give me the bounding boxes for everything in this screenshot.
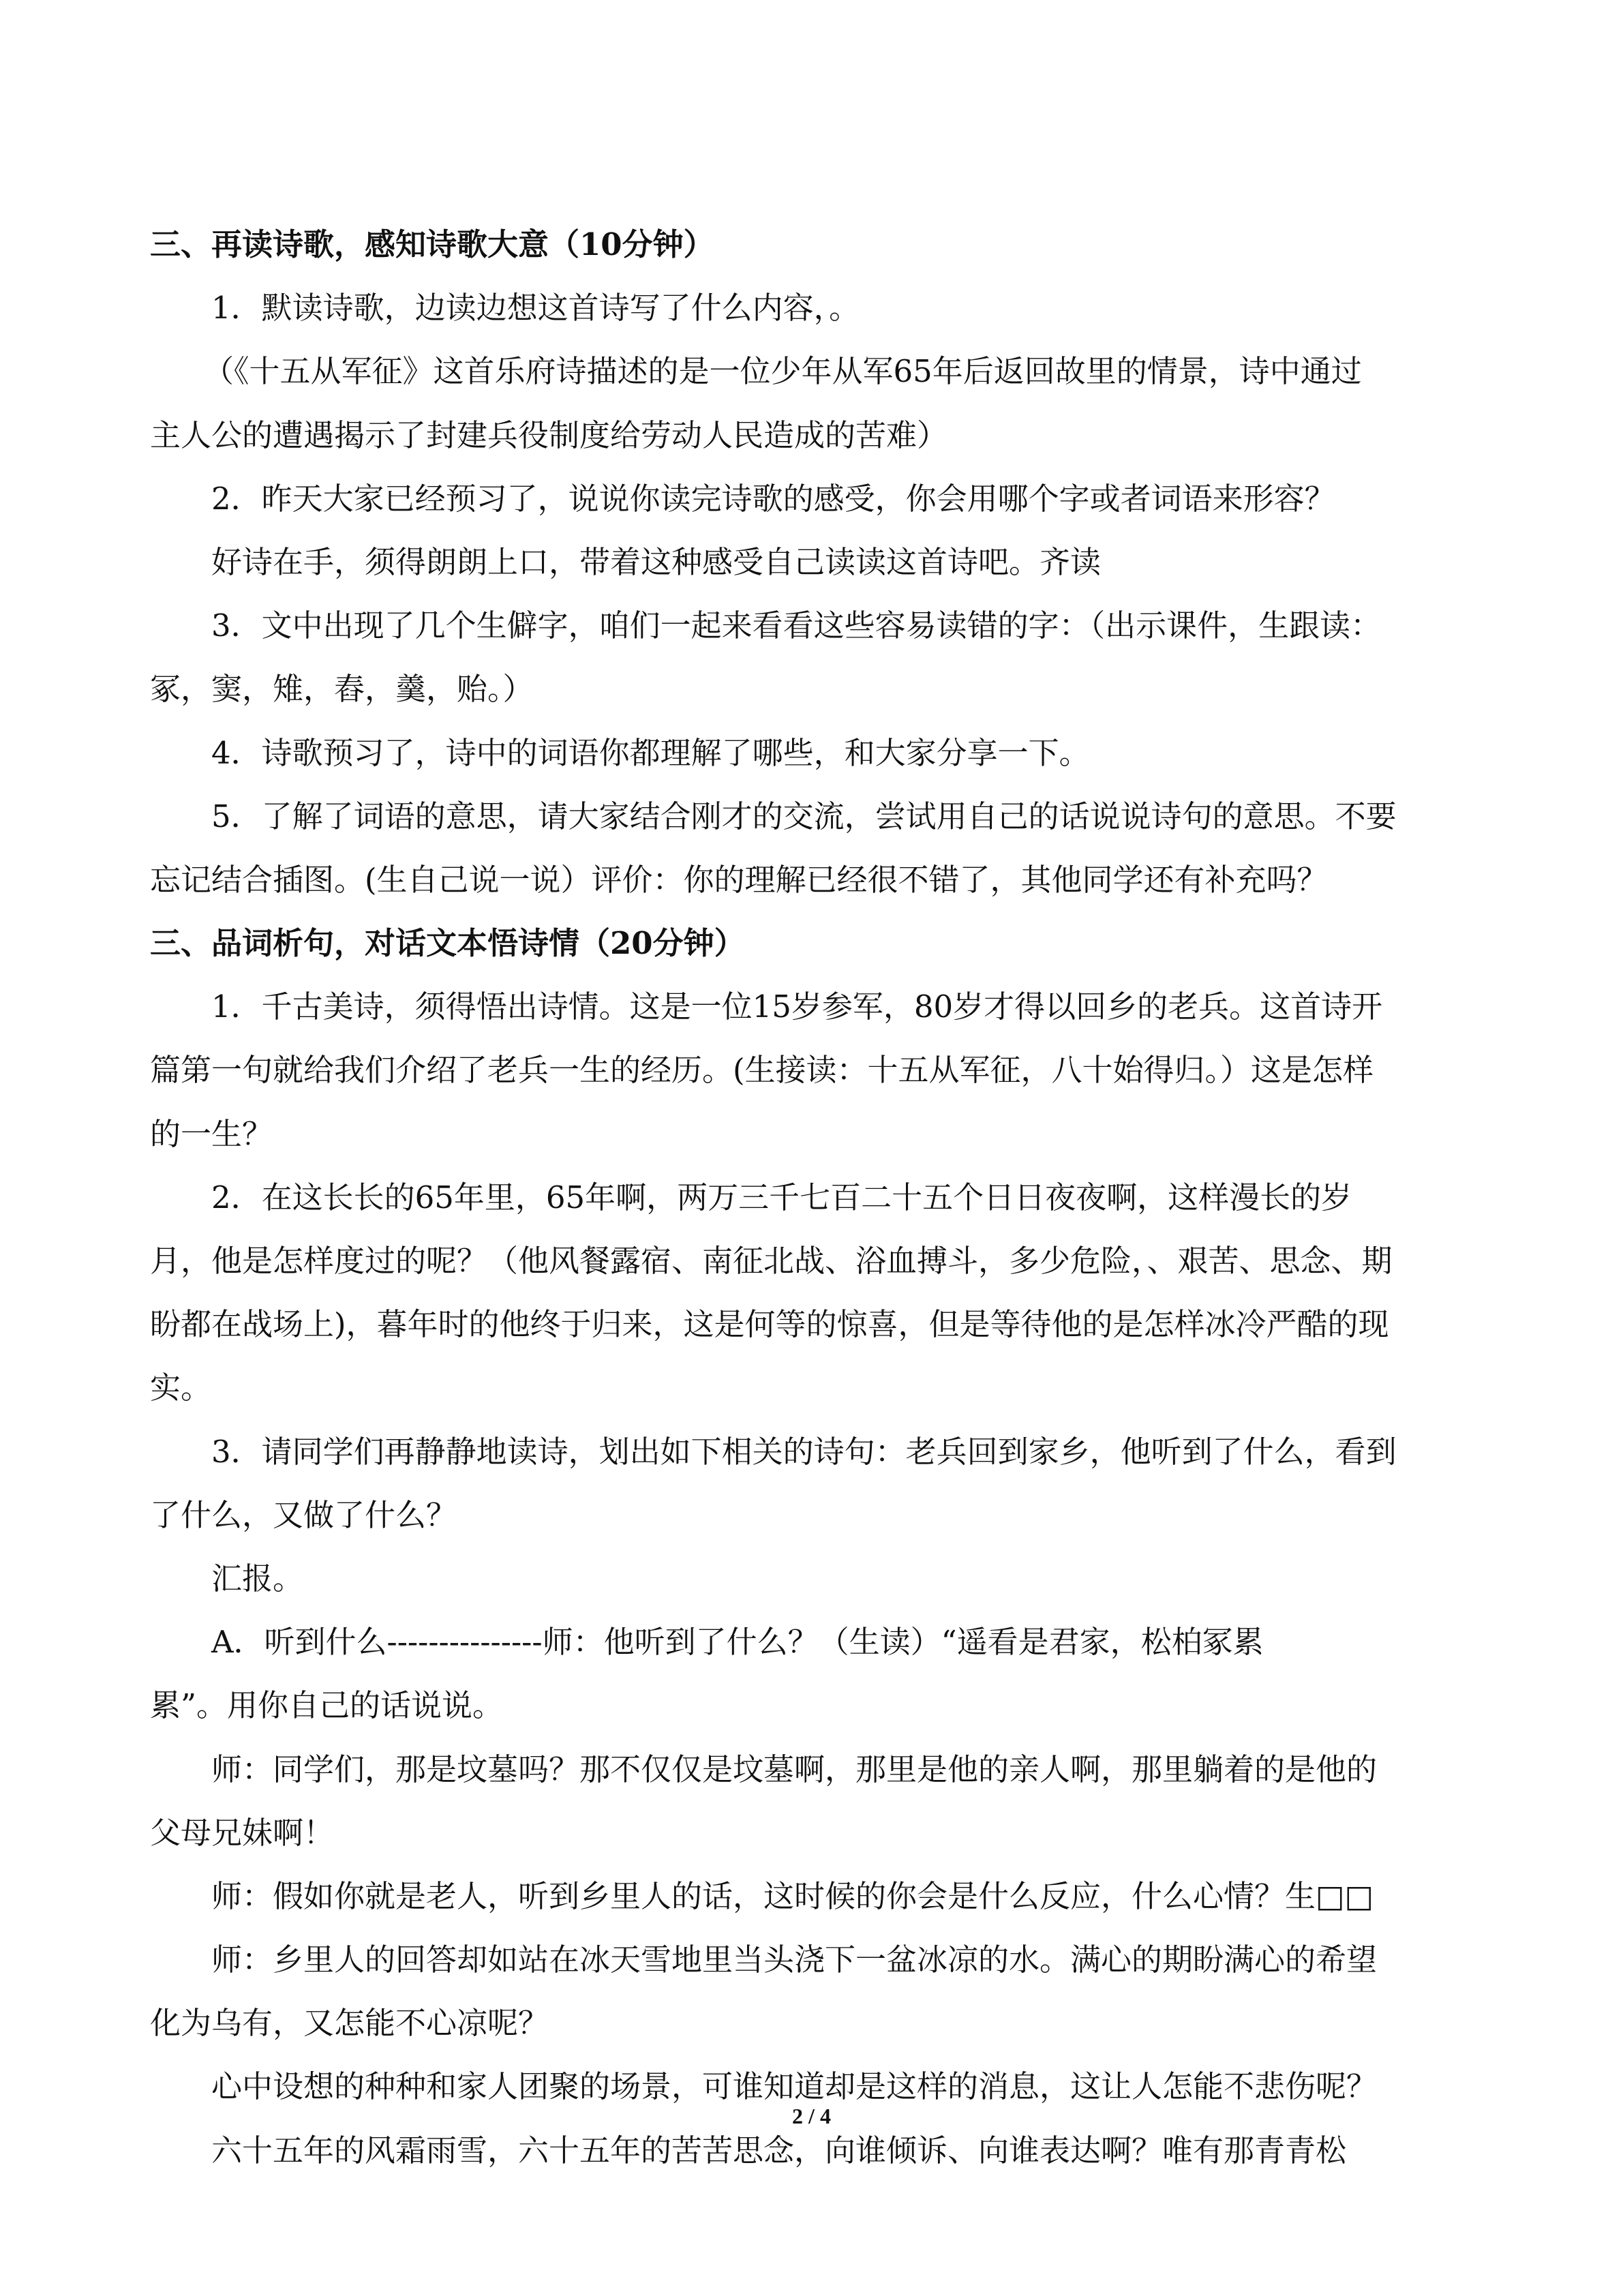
text-line: 1．千古美诗，须得悟出诗情。这是一位15岁参军，80岁才得以回乡的老兵。这首诗开 <box>211 988 1383 1025</box>
text-line: 冢，窦，雉，舂，羹，贻。） <box>150 671 534 708</box>
text-line: 六十五年的风霜雨雪，六十五年的苦苦思念，向谁倾诉、向谁表达啊？唯有那青青松 <box>211 2132 1347 2169</box>
text-line: A．听到什么---------------师：他听到了什么？（生读）“遥看是君家，松柏冢累 <box>211 1624 1264 1661</box>
text-line: 汇报。 <box>211 1560 304 1597</box>
text-line: 累”。用你自己的话说说。 <box>150 1687 504 1724</box>
text-line: 好诗在手，须得朗朗上口，带着这种感受自己读读这首诗吧。齐读 <box>211 543 1102 580</box>
text-line: 主人公的遭遇揭示了封建兵役制度给劳动人民造成的苦难） <box>150 417 948 453</box>
document-body <box>150 213 1472 2182</box>
text-line: 2．昨天大家已经预习了，说说你读完诗歌的感受，你会用哪个字或者词语来形容？ <box>211 480 1335 517</box>
section-heading: 三、品词析句，对话文本悟诗情（20分钟） <box>150 925 745 962</box>
text-line: 心中设想的种种和家人团聚的场景，可谁知道却是这样的消息，这让人怎能不悲伤呢？ <box>211 2068 1378 2105</box>
text-line: 1．默读诗歌，边读边想这首诗写了什么内容，。 <box>211 290 860 327</box>
text-line: 化为乌有，又怎能不心凉呢？ <box>150 2005 549 2042</box>
text-line: （《十五从军征》这首乐府诗描述的是一位少年从军65年后返回故里的情景，诗中通过 <box>203 353 1362 390</box>
page-number: 2 / 4 <box>792 2104 831 2128</box>
text-line: 篇第一句就给我们介绍了老兵一生的经历。(生接读：十五从军征，八十始得归。）这是怎样 <box>150 1052 1374 1089</box>
text-line: 3．请同学们再静静地读诗，划出如下相关的诗句：老兵回到家乡，他听到了什么，看到 <box>211 1433 1397 1470</box>
text-line: 5．了解了词语的意思，请大家结合刚才的交流，尝试用自己的话说说诗句的意思。不要 <box>211 798 1397 834</box>
text-line: 盼都在战场上)，暮年时的他终于归来，这是何等的惊喜，但是等待他的是怎样冰冷严酷的现 <box>150 1306 1389 1343</box>
text-line: 忘记结合插图。(生自己说一说）评价：你的理解已经很不错了，其他同学还有补充吗？ <box>150 861 1328 898</box>
text-line: 父母兄妹啊！ <box>150 1814 335 1851</box>
text-line: 2．在这长长的65年里，65年啊，两万三千七百二十五个日日夜夜啊，这样漫长的岁 <box>211 1179 1352 1215</box>
text-line: 实。 <box>150 1370 212 1406</box>
text-line: 3．文中出现了几个生僻字，咱们一起来看看这些容易读错的字：（出示课件，生跟读： <box>211 607 1382 644</box>
text-line: 的一生？ <box>150 1115 273 1152</box>
text-line: 4．诗歌预习了，诗中的词语你都理解了哪些，和大家分享一下。 <box>211 734 1090 771</box>
section-heading: 三、再读诗歌，感知诗歌大意（10分钟） <box>150 226 714 262</box>
text-line: 师：乡里人的回答却如站在冰天雪地里当头浇下一盆冰凉的水。满心的期盼满心的希望 <box>211 1942 1378 1978</box>
text-line: 了什么，又做了什么？ <box>150 1496 457 1533</box>
text-line: 师：假如你就是老人，听到乡里人的话，这时候的你会是什么反应，什么心情？生□□ <box>211 1877 1374 1914</box>
text-line: 月，他是怎样度过的呢？（他风餐露宿、南征北战、浴血搏斗，多少危险，、艰苦、思念、期 <box>150 1243 1393 1279</box>
text-line: 师：同学们，那是坟墓吗？那不仅仅是坟墓啊，那里是他的亲人啊，那里躺着的是他的 <box>211 1751 1378 1787</box>
